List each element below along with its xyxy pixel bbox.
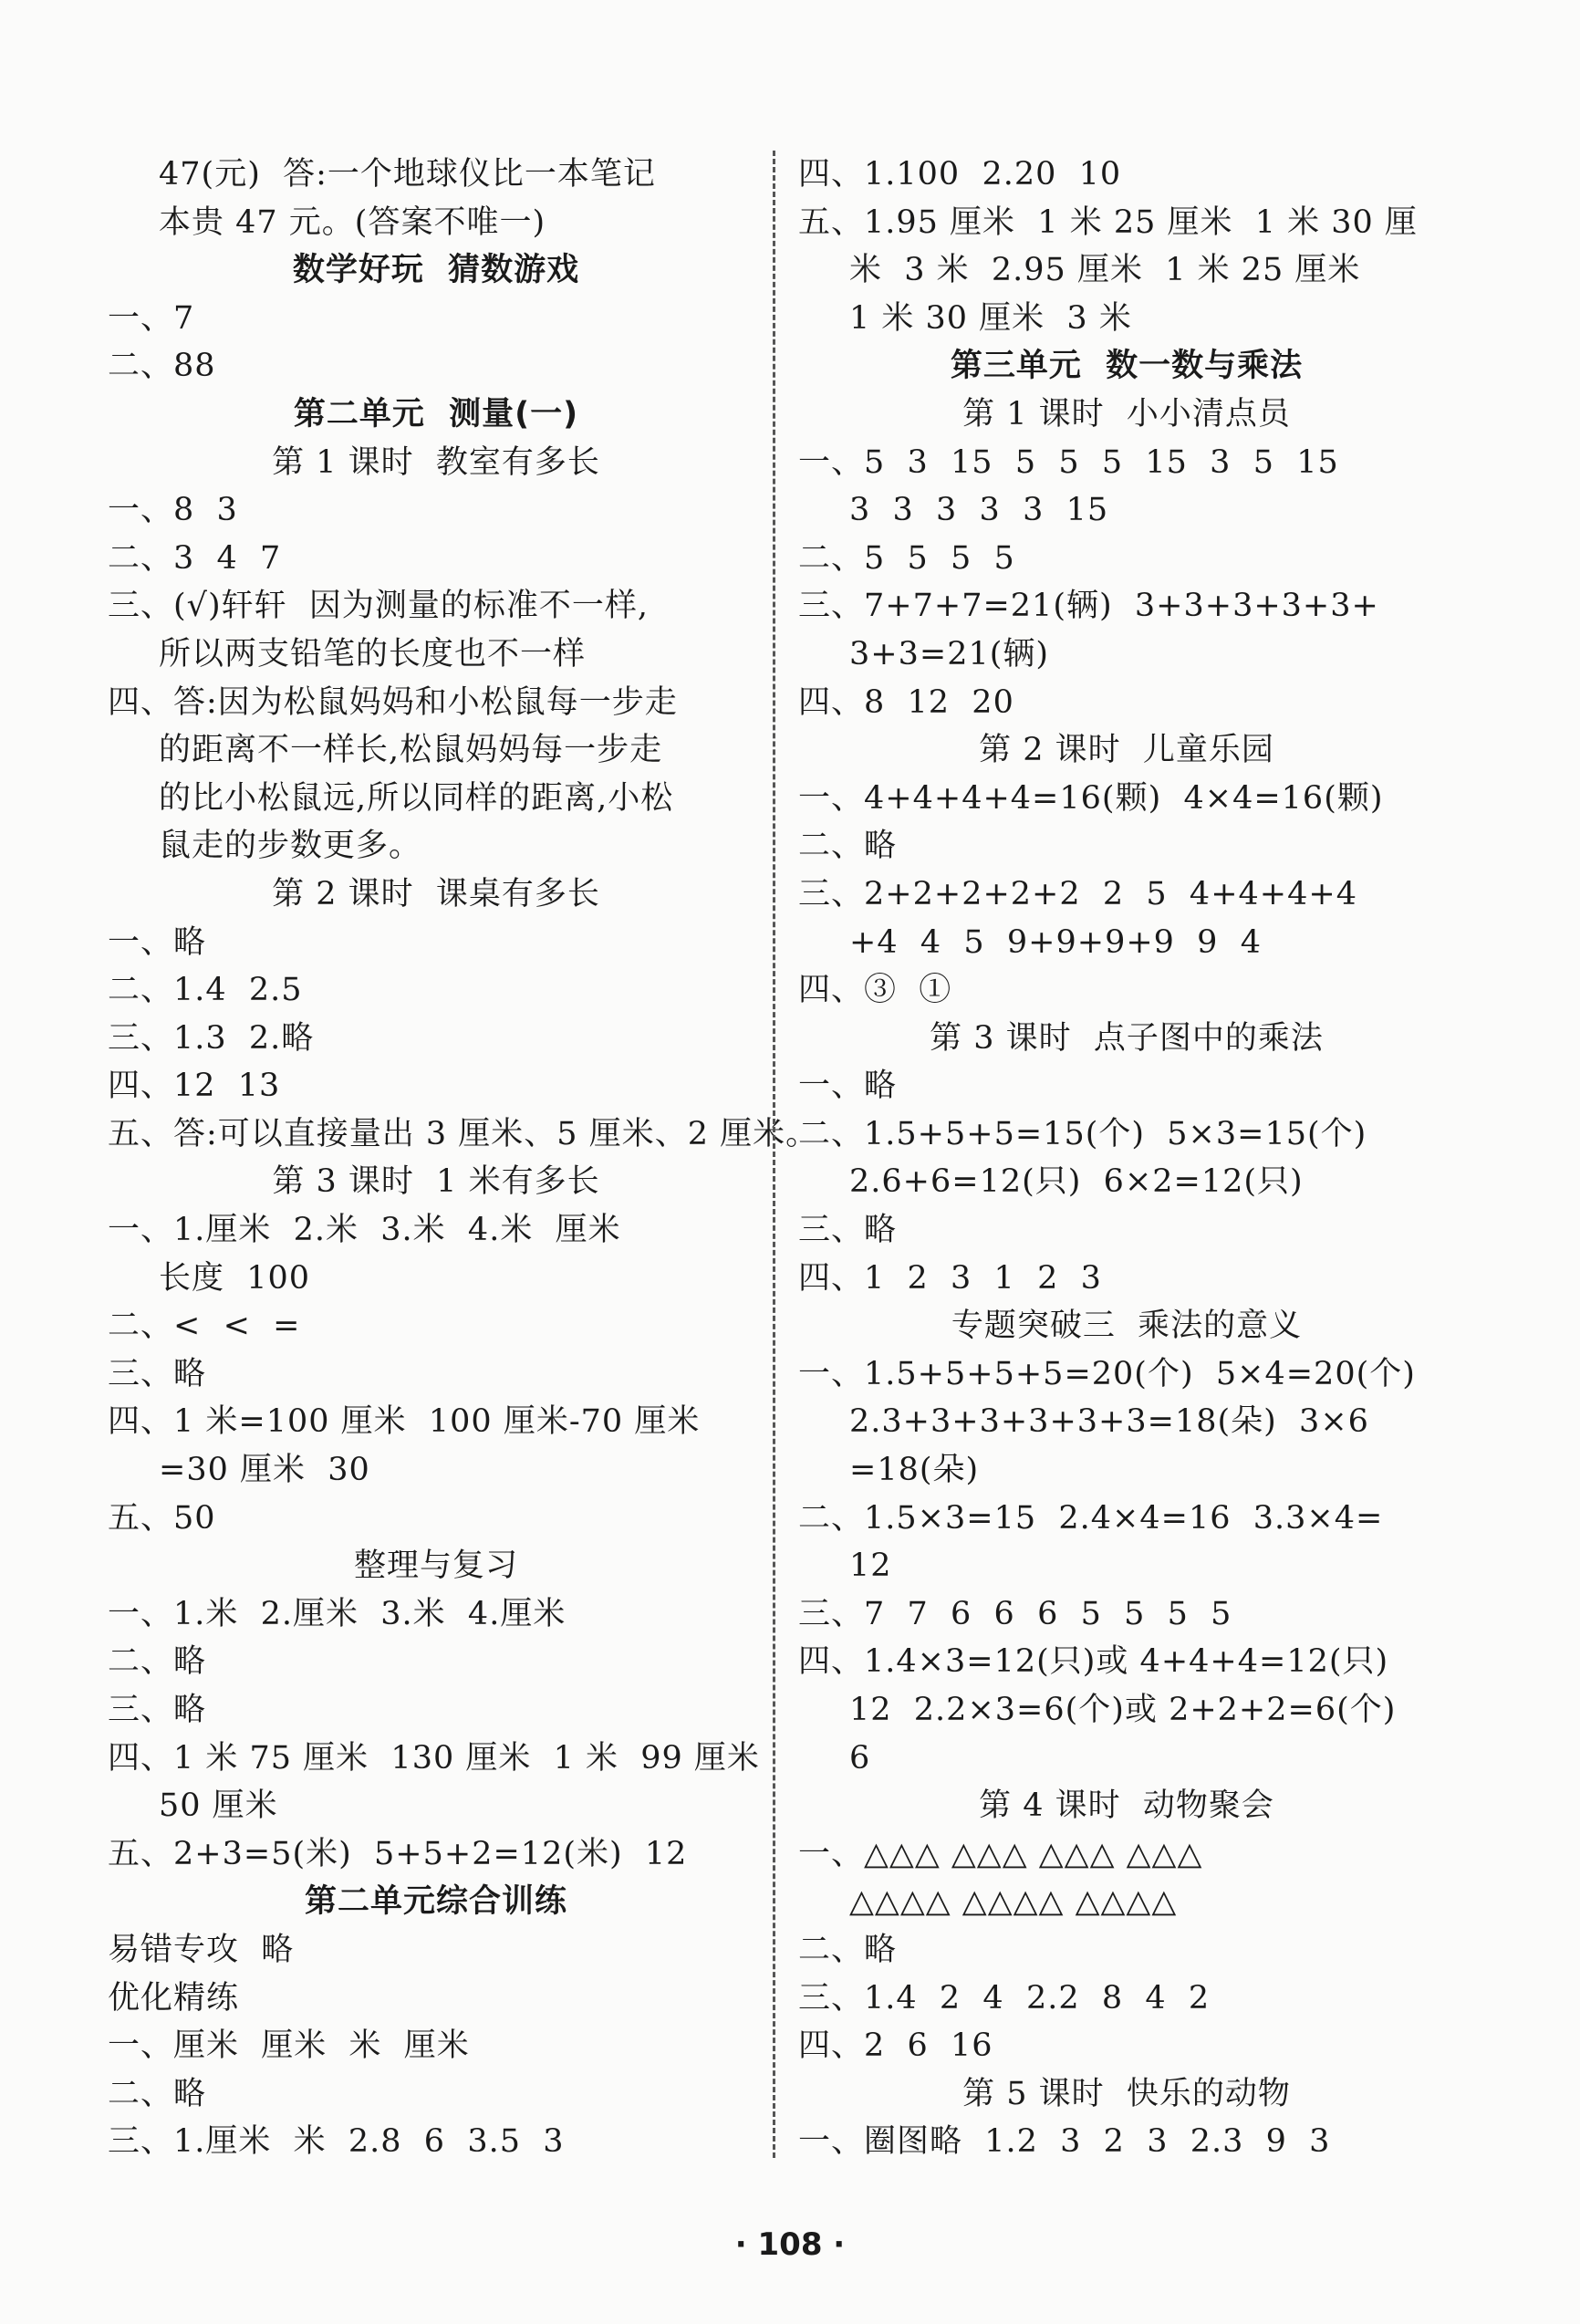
answer-line: 四、12 13 (108, 1068, 281, 1105)
lesson-heading: 第 1 课时 教室有多长 (272, 443, 600, 481)
answer-line: =18(朵) (849, 1452, 980, 1489)
lesson-heading: 第 2 课时 课桌有多长 (272, 875, 600, 912)
answer-line: 一、圈图略 1.2 3 2 3 2.3 9 3 (798, 2123, 1331, 2161)
answer-line: 二、5 5 5 5 (798, 539, 1015, 577)
answer-line: 47(元) 答:一个地球仪比一本笔记 (159, 156, 656, 193)
answer-line: 的距离不一样长,松鼠妈妈每一步走 (159, 732, 663, 769)
answer-line: 一、1.米 2.厘米 3.米 4.厘米 (108, 1595, 567, 1632)
lesson-heading: 整理与复习 (353, 1548, 518, 1585)
answer-line: 三、7+7+7=21(辆) 3+3+3+3+3+ (798, 588, 1379, 625)
answer-line: +4 4 5 9+9+9+9 9 4 (849, 923, 1262, 961)
answer-line: 三、略 (108, 1692, 207, 1728)
lesson-heading: 第 3 课时 1 米有多长 (272, 1163, 600, 1201)
answer-line: 2.6+6=12(只) 6×2=12(只) (849, 1163, 1304, 1201)
answer-line: 四、2 6 16 (798, 2027, 993, 2065)
answer-line: 三、1.3 2.略 (108, 1019, 315, 1057)
answer-line: 三、2+2+2+2+2 2 5 4+4+4+4 (798, 875, 1357, 912)
section-heading: 数学好玩 猜数游戏 (292, 252, 580, 289)
answer-line: 三、略 (798, 1212, 898, 1249)
answer-line: 四、答:因为松鼠妈妈和小松鼠每一步走 (108, 683, 678, 721)
answer-line: 一、1.厘米 2.米 3.米 4.米 厘米 (108, 1212, 621, 1249)
answer-line: 三、1.4 2 4 2.2 8 4 2 (798, 1979, 1211, 2017)
section-heading: 第二单元综合训练 (304, 1883, 567, 1921)
answer-line: 优化精练 (108, 1979, 240, 2017)
answer-line: 一、△△△ △△△ △△△ △△△ (798, 1835, 1203, 1872)
answer-line: 一、1.5+5+5+5=20(个) 5×4=20(个) (798, 1355, 1416, 1392)
answer-line: 一、略 (108, 923, 207, 961)
answer-line: 二、1.4 2.5 (108, 972, 303, 1009)
answer-line: 一、厘米 厘米 米 厘米 (108, 2027, 470, 2065)
lesson-heading: 第 3 课时 点子图中的乘法 (930, 1019, 1324, 1057)
answer-line: 五、1.95 厘米 1 米 25 厘米 1 米 30 厘 (798, 203, 1418, 241)
answer-line: 二、略 (798, 1931, 898, 1968)
answer-line: 2.3+3+3+3+3+3=18(朵) 3×6 (849, 1403, 1369, 1441)
answer-line: 易错专攻 略 (108, 1931, 295, 1968)
answer-line: 五、答:可以直接量出 3 厘米、5 厘米、2 厘米。 (108, 1115, 819, 1152)
lesson-heading: 第 1 课时 小小清点员 (962, 395, 1291, 432)
answer-line: 1 米 30 厘米 3 米 (849, 299, 1132, 337)
answer-line: 四、8 12 20 (798, 683, 1014, 721)
answer-line: 二、略 (108, 1643, 207, 1681)
answer-line: 12 2.2×3=6(个)或 2+2+2=6(个) (849, 1692, 1397, 1728)
answer-line: 一、5 3 15 5 5 5 15 3 5 15 (798, 443, 1339, 481)
section-heading: 第二单元 测量(一) (293, 395, 579, 432)
answer-line: 二、< < = (108, 1308, 301, 1345)
answer-line: 二、1.5+5+5=15(个) 5×3=15(个) (798, 1115, 1367, 1152)
answer-line: 一、4+4+4+4=16(颗) 4×4=16(颗) (798, 779, 1384, 817)
lesson-heading: 第 5 课时 快乐的动物 (962, 2075, 1291, 2112)
answer-line: 二、88 (108, 348, 216, 385)
answer-line: 12 (849, 1548, 892, 1585)
left-column (108, 151, 819, 2166)
section-heading: 第三单元 数一数与乘法 (950, 348, 1304, 385)
answer-line: 的比小松鼠远,所以同样的距离,小松 (159, 779, 674, 817)
answer-line: 二、1.5×3=15 2.4×4=16 3.3×4= (798, 1499, 1384, 1537)
answer-line: 三、(√)轩轩 因为测量的标准不一样, (108, 588, 649, 625)
answer-line: 50 厘米 (159, 1787, 278, 1825)
lesson-heading: 第 2 课时 儿童乐园 (979, 732, 1274, 769)
answer-line: 鼠走的步数更多。 (159, 828, 422, 865)
answer-line: △△△△ △△△△ △△△△ (849, 1883, 1178, 1921)
answer-line: 二、略 (108, 2075, 207, 2112)
column-divider (773, 151, 775, 2158)
answer-line: 本贵 47 元。(答案不唯一) (159, 203, 546, 241)
answer-line: 所以两支铅笔的长度也不一样 (159, 635, 587, 672)
answer-line: 3+3=21(辆) (849, 635, 1050, 672)
answer-line: 二、略 (798, 828, 898, 865)
answer-line: 三、1.厘米 米 2.8 6 3.5 3 (108, 2123, 565, 2161)
answer-line: 四、1 2 3 1 2 3 (798, 1259, 1102, 1297)
answer-line: 五、50 (108, 1499, 216, 1537)
page-number: · 108 · (734, 2226, 846, 2263)
answer-line: 3 3 3 3 3 15 (849, 492, 1109, 529)
answer-line: 四、1 米 75 厘米 130 厘米 1 米 99 厘米 (108, 1739, 760, 1777)
answer-line: 一、8 3 (108, 492, 238, 529)
lesson-heading: 专题突破三 乘法的意义 (951, 1308, 1303, 1345)
answer-line: 四、1.4×3=12(只)或 4+4+4=12(只) (798, 1643, 1389, 1681)
answer-line: 6 (849, 1739, 871, 1777)
answer-line: 二、3 4 7 (108, 539, 282, 577)
lesson-heading: 第 4 课时 动物聚会 (979, 1787, 1274, 1825)
answer-line: =30 厘米 30 (159, 1452, 370, 1489)
answer-line: 四、③ ① (798, 972, 952, 1009)
answer-line: 四、1.100 2.20 10 (798, 156, 1122, 193)
answer-line: 一、略 (798, 1068, 898, 1105)
right-column (798, 151, 1455, 2166)
answer-line: 长度 100 (159, 1259, 311, 1297)
answer-line: 米 3 米 2.95 厘米 1 米 25 厘米 (849, 252, 1361, 289)
answer-line: 五、2+3=5(米) 5+5+2=12(米) 12 (108, 1835, 688, 1872)
answer-line: 三、略 (108, 1355, 207, 1392)
answer-line: 三、7 7 6 6 6 5 5 5 5 (798, 1595, 1232, 1632)
answer-line: 一、7 (108, 299, 195, 337)
answer-line: 四、1 米=100 厘米 100 厘米-70 厘米 (108, 1403, 701, 1441)
